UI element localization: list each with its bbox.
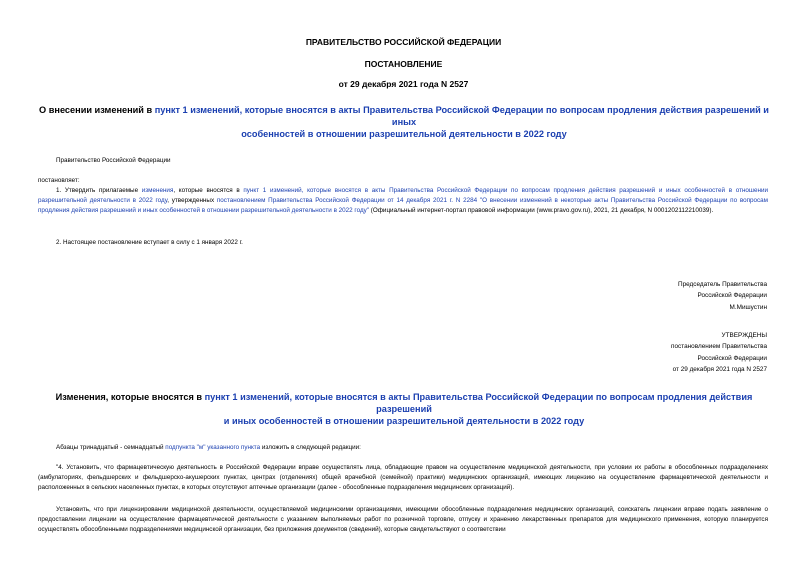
approval-block bbox=[507, 330, 767, 376]
title-link-line2[interactable]: особенностей в отношении разрешительной деятельности в 2022 году bbox=[241, 129, 567, 139]
title-link-line1[interactable]: пункт 1 изменений, которые вносятся в акты Правительства Российской Федерации по вопросам продления действия разрешений и иных bbox=[154, 105, 769, 127]
approval-approved: УТВЕРЖДЕНЫ bbox=[721, 332, 767, 339]
item-1-paragraph bbox=[38, 186, 768, 216]
approval-country: Российской Федерации bbox=[697, 354, 767, 362]
document-title bbox=[36, 104, 772, 140]
intro-decrees: постановляет: bbox=[38, 177, 80, 184]
signature-country: Российской Федерации bbox=[697, 292, 767, 300]
approval-date-number: от 29 декабря 2021 года N 2527 bbox=[672, 366, 767, 374]
approval-resolution: постановлением Правительства bbox=[671, 343, 767, 351]
item1-link-point1[interactable]: пункт 1 изменений, которые вносятся в акты Правительства Российской Федерации по вопросам продления действия разрешений и иных особенностей в отношении разрешительной деятельности в 2022 году bbox=[38, 187, 769, 204]
abzacy-text-1: Абзацы тринадцатый - семнадцатый bbox=[56, 444, 166, 451]
paragraph-4: "4. Установить, что фармацевтическую деятельность в Российской Федерации вправе осуществлять лица, обладающие правом на осуществление медицинской деятельности, при условии их работы в обособленных подразделениях (амбулаториях, фельдшерских и фельдшерско-акушерских пунктах, центрах (отделениях) общей врачебной (семейной) практики) медицинских организаций, имеющих лицензию на осуществление фармацевтической деятельности и расположенных в сельских населенных пунктах, в которых отсутствуют аптечные организации (далее - обособленные подразделения медицинских организаций). bbox=[38, 464, 768, 491]
abzacy-text-2: изложить в следующей редакции: bbox=[260, 444, 361, 451]
item-2-paragraph: 2. Настоящее постановление вступает в силу с 1 января 2022 г. bbox=[56, 239, 243, 246]
abzacy-paragraph bbox=[38, 443, 768, 453]
document-type: ПОСТАНОВЛЕНИЕ bbox=[364, 59, 443, 69]
item1-text-2: , которые вносятся в bbox=[173, 187, 244, 194]
changes-title-link-line1[interactable]: пункт 1 изменений, которые вносятся в акты Правительства Российской Федерации по вопросам продления действия разрешений bbox=[204, 392, 753, 414]
item1-text-1: 1. Утвердить прилагаемые bbox=[56, 187, 142, 194]
title-prefix: О внесении изменений в bbox=[39, 105, 155, 115]
changes-title bbox=[36, 391, 772, 427]
abzacy-link-subpoint[interactable]: подпункта "м" указанного пункта bbox=[165, 444, 261, 451]
signature-block bbox=[507, 279, 767, 313]
item1-link-changes[interactable]: изменения bbox=[141, 187, 174, 194]
document-date-number: от 29 декабря 2021 года N 2527 bbox=[338, 79, 469, 89]
signature-position: Председатель Правительства bbox=[678, 281, 767, 288]
item1-text-3: , утвержденных bbox=[167, 197, 217, 204]
changes-title-link-line2[interactable]: и иных особенностей в отношении разрешительной деятельности в 2022 году bbox=[223, 416, 585, 426]
item1-link-resolution[interactable]: постановлением Правительства Российской Федерации от 14 декабря 2021 г. N 2284 "О внесении изменений в некоторые акты Правительства Российской Федерации по вопросам продления действия разрешений и иных особенностей в отношении разрешительной деятельности в 2022 году" bbox=[38, 197, 769, 214]
changes-title-prefix: Изменения, которые вносятся в bbox=[55, 392, 205, 402]
paragraph-5: Установить, что при лицензировании медицинской деятельности, осуществляемой медицинскими организациями, имеющими обособленные подразделения медицинских организаций, соискатель лицензии вправе подать заявление о предоставлении лицензии на осуществление фармацевтической деятельности с указанием выполняемых работ по розничной торговле, отпуску и хранению лекарственных препаратов для медицинского применения, которую планируется осуществлять обособленными подразделениями медицинской организации, без приложения документов (сведений), которые свидетельствуют о соответствии bbox=[38, 506, 768, 533]
signature-name: М.Мишустин bbox=[729, 303, 767, 311]
intro-government: Правительство Российской Федерации bbox=[56, 157, 171, 164]
item1-text-4: (Официальный интернет-портал правовой информации (www.pravo.gov.ru), 2021, 21 декабря, N 0001202112210039). bbox=[369, 207, 714, 214]
government-heading: ПРАВИТЕЛЬСТВО РОССИЙСКОЙ ФЕДЕРАЦИИ bbox=[305, 37, 502, 47]
